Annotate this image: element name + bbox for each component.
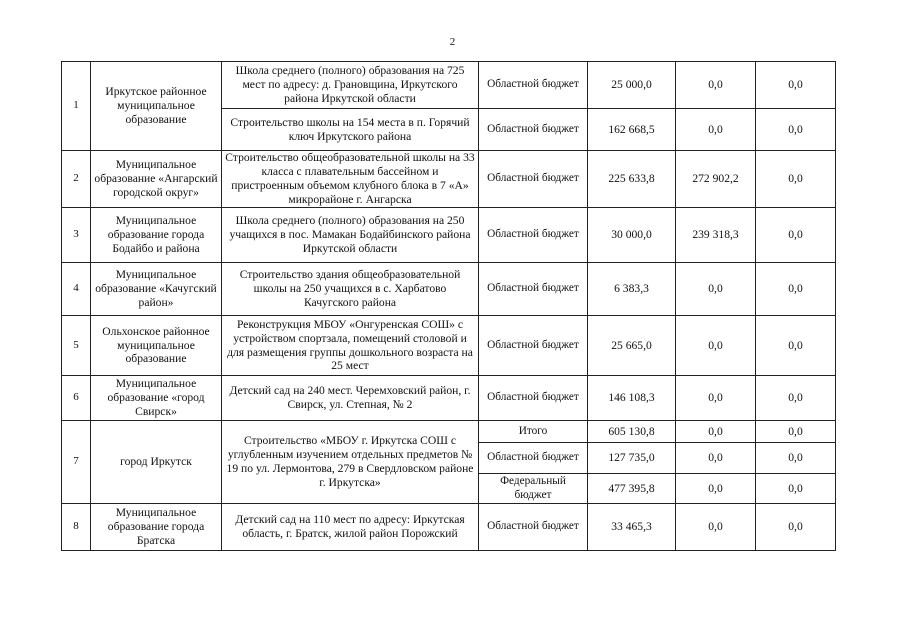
amount-value: 0,0	[676, 504, 756, 551]
amount-value: 0,0	[756, 62, 836, 109]
municipality-name: Иркутское районное муниципальное образование	[91, 62, 222, 151]
row-number: 4	[62, 263, 91, 316]
amount-value: 0,0	[756, 474, 836, 504]
funding-source: Федеральный бюджет	[479, 474, 588, 504]
municipality-name: Муниципальное образование «Ангарский городской округ»	[91, 151, 222, 208]
row-number: 1	[62, 62, 91, 151]
amount-value: 0,0	[756, 443, 836, 474]
table-row	[62, 376, 836, 421]
object-name: Школа среднего (полного) образования на 250 учащихся в пос. Мамакан Бодайбинского района Иркутской области	[222, 208, 479, 263]
row-number: 8	[62, 504, 91, 551]
amount-value: 0,0	[756, 376, 836, 421]
amount-value: 225 633,8	[588, 151, 676, 208]
municipality-name: Ольхонское районное муниципальное образование	[91, 316, 222, 376]
row-number: 2	[62, 151, 91, 208]
amount-value: 0,0	[676, 421, 756, 443]
table-row	[62, 263, 836, 316]
row-number: 7	[62, 421, 91, 504]
funding-source: Областной бюджет	[479, 263, 588, 316]
municipality-name: Муниципальное образование города Бодайбо и района	[91, 208, 222, 263]
page-number: 2	[449, 36, 456, 48]
amount-value: 127 735,0	[588, 443, 676, 474]
municipality-name: Муниципальное образование города Братска	[91, 504, 222, 551]
amount-value: 0,0	[676, 109, 756, 151]
amount-value: 239 318,3	[676, 208, 756, 263]
object-name: Школа среднего (полного) образования на 725 мест по адресу: д. Грановщина, Иркутского района Иркутской области	[222, 62, 479, 109]
object-name: Детский сад на 110 мест по адресу: Иркутская область, г. Братск, жилой район Порожский	[222, 504, 479, 551]
amount-value: 0,0	[756, 208, 836, 263]
funding-source: Областной бюджет	[479, 151, 588, 208]
funding-source: Областной бюджет	[479, 208, 588, 263]
object-name: Реконструкция МБОУ «Онгуренская СОШ» с устройством спортзала, помещений столовой и для размещения группы дошкольного возраста на 25 мест	[222, 316, 479, 376]
object-name: Строительство общеобразовательной школы на 33 класса с плавательным бассейном и пристроенным объемом клубного блока в 7 «А» микрорайоне г. Ангарска	[222, 151, 479, 208]
table-row	[62, 316, 836, 376]
amount-value: 0,0	[676, 443, 756, 474]
municipality-name: город Иркутск	[91, 421, 222, 504]
funding-source: Областной бюджет	[479, 443, 588, 474]
funding-source: Итого	[479, 421, 588, 443]
amount-value: 25 000,0	[588, 62, 676, 109]
funding-source: Областной бюджет	[479, 62, 588, 109]
row-number: 3	[62, 208, 91, 263]
amount-value: 0,0	[676, 474, 756, 504]
amount-value: 0,0	[676, 376, 756, 421]
object-name: Строительство здания общеобразовательной школы на 250 учащихся в с. Харбатово Качугского района	[222, 263, 479, 316]
object-name: Строительство школы на 154 места в п. Горячий ключ Иркутского района	[222, 109, 479, 151]
amount-value: 0,0	[756, 151, 836, 208]
funding-source: Областной бюджет	[479, 109, 588, 151]
table-row	[62, 504, 836, 551]
funding-source: Областной бюджет	[479, 316, 588, 376]
object-name: Детский сад на 240 мест. Черемховский район, г. Свирск, ул. Степная, № 2	[222, 376, 479, 421]
amount-value: 477 395,8	[588, 474, 676, 504]
amount-value: 605 130,8	[588, 421, 676, 443]
funding-source: Областной бюджет	[479, 376, 588, 421]
amount-value: 0,0	[756, 316, 836, 376]
row-number: 6	[62, 376, 91, 421]
amount-value: 30 000,0	[588, 208, 676, 263]
amount-value: 0,0	[756, 504, 836, 551]
amount-value: 146 108,3	[588, 376, 676, 421]
amount-value: 25 665,0	[588, 316, 676, 376]
funding-source: Областной бюджет	[479, 504, 588, 551]
amount-value: 0,0	[676, 62, 756, 109]
amount-value: 0,0	[676, 263, 756, 316]
municipality-name: Муниципальное образование «город Свирск»	[91, 376, 222, 421]
table-row	[62, 151, 836, 208]
funding-table	[61, 61, 836, 551]
row-number: 5	[62, 316, 91, 376]
object-name: Строительство «МБОУ г. Иркутска СОШ с углубленным изучением отдельных предметов № 19 по ул. Лермонтова, 279 в Свердловском районе г. Иркутска»	[222, 421, 479, 504]
amount-value: 0,0	[756, 421, 836, 443]
amount-value: 33 465,3	[588, 504, 676, 551]
table-row	[62, 208, 836, 263]
amount-value: 272 902,2	[676, 151, 756, 208]
table-row	[62, 421, 836, 443]
amount-value: 0,0	[756, 109, 836, 151]
table-row	[62, 62, 836, 109]
amount-value: 0,0	[676, 316, 756, 376]
amount-value: 0,0	[756, 263, 836, 316]
amount-value: 6 383,3	[588, 263, 676, 316]
municipality-name: Муниципальное образование «Качугский район»	[91, 263, 222, 316]
amount-value: 162 668,5	[588, 109, 676, 151]
